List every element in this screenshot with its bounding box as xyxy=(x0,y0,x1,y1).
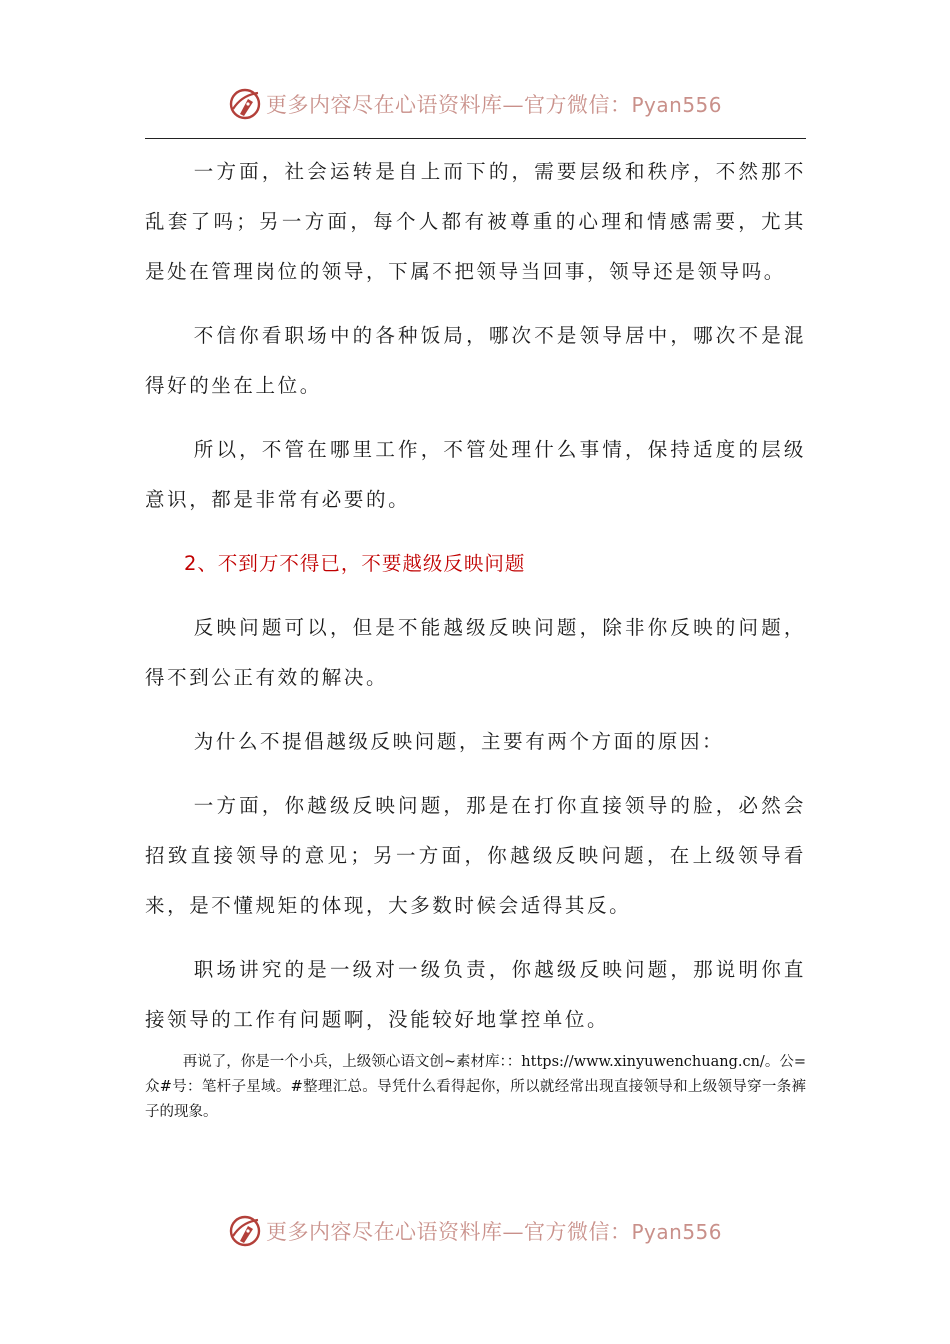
pen-nib-logo-icon xyxy=(228,87,262,121)
banner-text: 更多内容尽在心语资料库—官方微信：Pyan556 xyxy=(265,93,722,117)
paragraph: 所以，不管在哪里工作，不管处理什么事情，保持适度的层级意识，都是非常有必要的。 xyxy=(145,438,806,511)
paragraph: 一方面，你越级反映问题，那是在打你直接领导的脸，必然会招致直接领导的意见；另一方面，你越级反映问题，在上级领导看来，是不懂规矩的体现，大多数时候会适得其反。 xyxy=(145,794,806,917)
paragraph: 为什么不提倡越级反映问题，主要有两个方面的原因： xyxy=(193,730,725,753)
paragraph: 不信你看职场中的各种饭局，哪次不是领导居中，哪次不是混得好的坐在上位。 xyxy=(145,324,806,397)
footer-banner xyxy=(0,1211,950,1251)
section-heading: 2、不到万不得已，不要越级反映问题 xyxy=(184,552,526,575)
paragraph: 反映问题可以，但是不能越级反映问题，除非你反映的问题，得不到公正有效的解决。 xyxy=(145,616,806,689)
paragraph: 职场讲究的是一级对一级负责，你越级反映问题，那说明你直接领导的工作有问题啊，没能较好地掌控单位。 xyxy=(145,958,806,1031)
wechat-id: Pyan556 xyxy=(631,1220,722,1244)
header-banner xyxy=(0,84,950,124)
header-divider xyxy=(145,138,806,139)
banner-text: 更多内容尽在心语资料库—官方微信：Pyan556 xyxy=(265,1220,722,1244)
wechat-id: Pyan556 xyxy=(631,93,722,117)
closing-paragraph: 再说了，你是一个小兵，上级领心语文创~素材库：：https://www.xinyuwenchuang.cn/。公=众#号：笔杆子星域。#整理汇总。导凭什么看得起你，所以就经常出现直接领导和上级领导穿一条裤子的现象。 xyxy=(145,1054,806,1120)
paragraph: 一方面，社会运转是自上而下的，需要层级和秩序，不然那不乱套了吗；另一方面，每个人都有被尊重的心理和情感需要，尤其是处在管理岗位的领导，下属不把领导当回事，领导还是领导吗。 xyxy=(145,160,806,283)
article-body xyxy=(145,147,806,1059)
pen-nib-logo-icon xyxy=(228,1214,262,1248)
